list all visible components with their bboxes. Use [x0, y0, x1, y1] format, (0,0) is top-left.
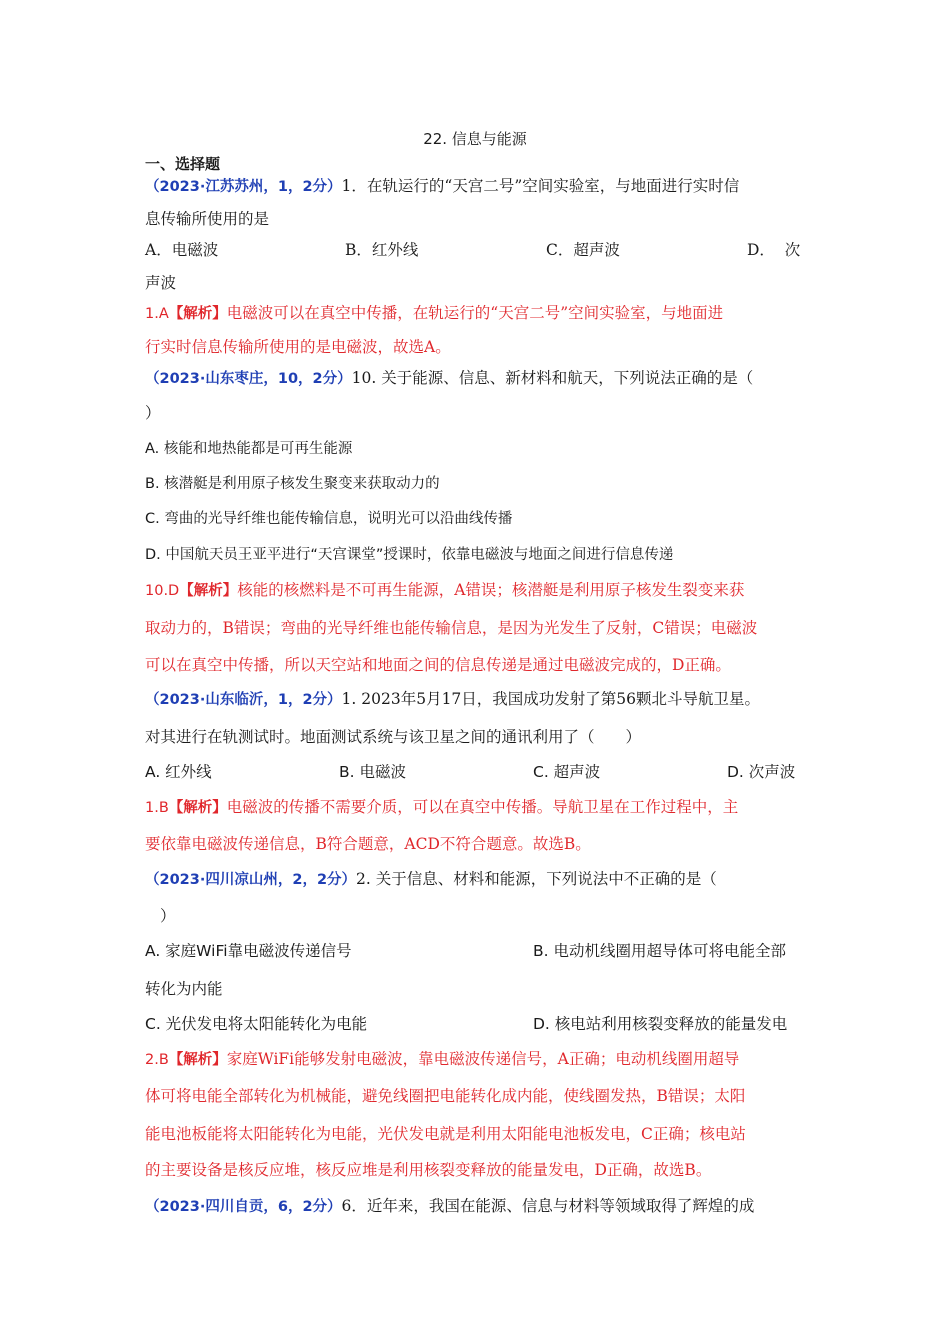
answer-2-cont-1: 取动力的，B错误；弯曲的光导纤维也能传输信息，是因为光发生了反射，C错误；电磁波 — [145, 619, 758, 637]
question-text: 1. 2023年5月17日，我国成功发射了第56颗北斗导航卫星。 — [341, 690, 761, 708]
answer-1 — [145, 303, 805, 324]
question-1-option-d-cont: 声波 — [145, 274, 177, 292]
question-1-option-a: A．电磁波 — [145, 241, 219, 259]
question-text: 6．近年来，我国在能源、信息与材料等领域取得了辉煌的成 — [341, 1197, 755, 1215]
question-5-stem — [145, 1196, 805, 1217]
analysis-tag: 【解析】 — [168, 1052, 227, 1068]
answer-key: 2.B — [145, 1052, 169, 1068]
answer-text: 电磁波可以在真空中传播，在轨运行的“天宫二号”空间实验室，与地面进 — [226, 304, 724, 322]
question-1-option-c: C．超声波 — [546, 241, 620, 259]
question-3-option-c: C. 超声波 — [533, 763, 601, 781]
section-heading: 一、选择题 — [145, 155, 221, 173]
question-1-option-d: D． 次 — [747, 241, 801, 259]
analysis-tag: 【解析】 — [179, 583, 238, 599]
answer-key: 1.A — [145, 306, 169, 322]
question-4-stem — [145, 869, 805, 890]
question-text: 10. 关于能源、信息、新材料和航天，下列说法正确的是（ — [351, 369, 754, 387]
question-source: （2023·四川凉山州，2，2分） — [145, 872, 357, 888]
question-3-stem-cont: 对其进行在轨测试时。地面测试系统与该卫星之间的通讯利用了（ ） — [145, 728, 642, 746]
page-title: 22. 信息与能源 — [423, 130, 527, 148]
answer-key: 10.D — [145, 583, 180, 599]
analysis-tag: 【解析】 — [168, 306, 227, 322]
question-4-option-b: B. 电动机线圈用超导体可将电能全部 — [533, 942, 786, 960]
analysis-tag: 【解析】 — [168, 800, 227, 816]
question-3-option-a: A. 红外线 — [145, 763, 212, 781]
question-4-stem-cont: ） — [160, 907, 176, 925]
answer-3-cont: 要依靠电磁波传递信息，B符合题意，ACD不符合题意。故选B。 — [145, 835, 591, 853]
question-4-option-a: A. 家庭WiFi靠电磁波传递信号 — [145, 942, 352, 960]
answer-4-cont-2: 能电池板能将太阳能转化为电能，光伏发电就是利用太阳能电池板发电，C正确；核电站 — [145, 1125, 746, 1143]
question-source: （2023·四川自贡，6，2分） — [145, 1199, 342, 1215]
question-3-stem — [145, 689, 805, 710]
question-3-option-b: B. 电磁波 — [339, 763, 406, 781]
question-2-option-a: A. 核能和地热能都是可再生能源 — [145, 441, 353, 457]
answer-2-cont-2: 可以在真空中传播，所以天空站和地面之间的信息传递是通过电磁波完成的，D正确。 — [145, 656, 731, 674]
question-4-option-d: D. 核电站利用核裂变释放的能量发电 — [533, 1015, 788, 1033]
question-source: （2023·山东枣庄，10，2分） — [145, 371, 352, 387]
question-1-option-b: B．红外线 — [345, 241, 419, 259]
answer-text: 家庭WiFi能够发射电磁波，靠电磁波传递信号，A正确；电动机线圈用超导 — [226, 1050, 740, 1068]
answer-4-cont-1: 体可将电能全部转化为机械能，避免线圈把电能转化成内能，使线圈发热，B错误；太阳 — [145, 1087, 746, 1105]
answer-text: 电磁波的传播不需要介质，可以在真空中传播。导航卫星在工作过程中，主 — [226, 798, 739, 816]
question-2-stem — [145, 368, 805, 389]
answer-text: 核能的核燃料是不可再生能源，A错误；核潜艇是利用原子核发生裂变来获 — [237, 581, 745, 599]
question-2-option-c: C. 弯曲的光导纤维也能传输信息，说明光可以沿曲线传播 — [145, 511, 513, 527]
answer-3 — [145, 797, 805, 818]
question-source: （2023·江苏苏州，1，2分） — [145, 179, 342, 195]
question-2-stem-cont: ） — [145, 404, 161, 422]
question-4-option-b-cont: 转化为内能 — [145, 980, 223, 998]
question-3-option-d: D. 次声波 — [727, 763, 796, 781]
answer-key: 1.B — [145, 800, 169, 816]
answer-4-cont-3: 的主要设备是核反应堆，核反应堆是利用核裂变释放的能量发电，D正确，故选B。 — [145, 1161, 712, 1179]
answer-1-cont: 行实时信息传输所使用的是电磁波，故选A。 — [145, 338, 451, 356]
question-2-option-b: B. 核潜艇是利用原子核发生聚变来获取动力的 — [145, 476, 440, 492]
answer-2 — [145, 580, 805, 601]
question-4-option-c: C. 光伏发电将太阳能转化为电能 — [145, 1015, 368, 1033]
question-text: 1．在轨运行的“天宫二号”空间实验室，与地面进行实时信 — [341, 177, 740, 195]
answer-4 — [145, 1049, 805, 1070]
question-1-stem — [145, 176, 805, 197]
question-2-option-d: D. 中国航天员王亚平进行“天宫课堂”授课时，依靠电磁波与地面之间进行信息传递 — [145, 547, 674, 563]
question-text: 2. 关于信息、材料和能源，下列说法中不正确的是（ — [356, 870, 717, 888]
question-1-stem-cont: 息传输所使用的是 — [145, 210, 270, 228]
question-source: （2023·山东临沂，1，2分） — [145, 692, 342, 708]
